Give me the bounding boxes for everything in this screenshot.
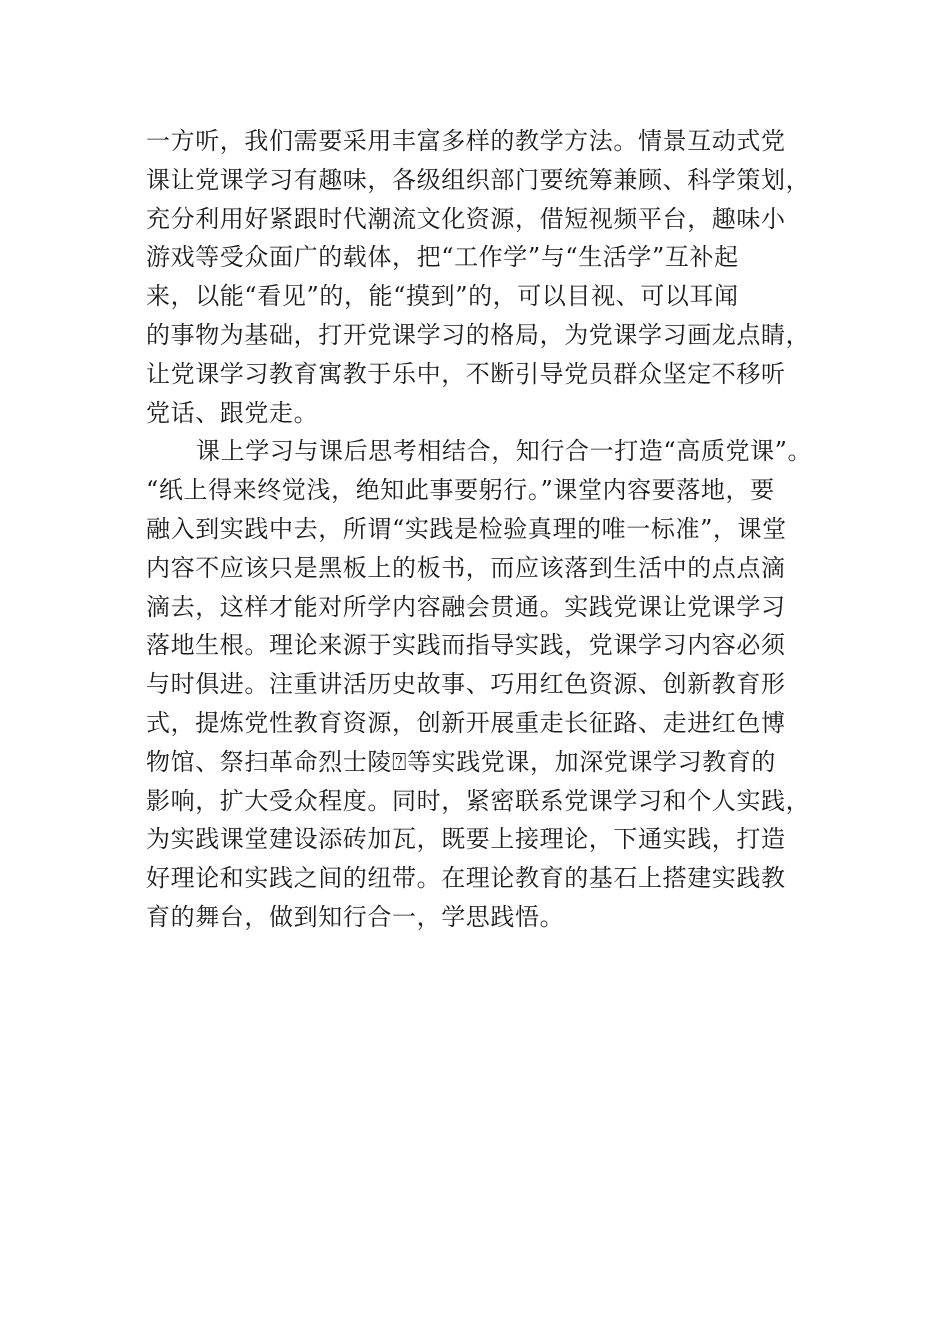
text-line: 落地生根。理论来源于实践而指导实践，党课学习内容必须 xyxy=(146,631,786,660)
body-text xyxy=(146,122,826,937)
text-line: 育的舞台，做到知行合一，学思践悟。 xyxy=(146,902,565,931)
text-line: 物馆、祭扫革命烈士陵⍰等实践党课，加深党课学习教育的 xyxy=(146,747,776,776)
paragraph-start-line: 课上学习与课后思考相结合，知行合一打造“高质党课”。 xyxy=(196,437,813,466)
text-line: 影响，扩大受众程度。同时，紧密联系党课学习和个人实践， xyxy=(146,786,811,815)
text-line: 充分利用好紧跟时代潮流文化资源，借短视频平台，趣味小 xyxy=(146,204,786,233)
text-line: 为实践课堂建设添砖加瓦，既要上接理论，下通实践，打造 xyxy=(146,825,786,854)
text-line: 融入到实践中去，所谓“实践是检验真理的唯一标准”，课堂 xyxy=(146,514,787,543)
text-line: 的事物为基础，打开党课学习的格局，为党课学习画龙点睛， xyxy=(146,320,811,349)
text-line: 游戏等受众面广的载体，把“工作学”与“生活学”互补起 xyxy=(146,243,739,272)
text-line: 来，以能“看见”的，能“摸到”的，可以目视、可以耳闻 xyxy=(146,282,739,311)
text-line: 好理论和实践之间的纽带。在理论教育的基石上搭建实践教 xyxy=(146,864,786,893)
text-line: 党话、跟党走。 xyxy=(146,398,319,427)
text-line: 让党课学习教育寓教于乐中，不断引导党员群众坚定不移听 xyxy=(146,359,786,388)
text-line: 内容不应该只是黑板上的板书，而应该落到生活中的点点滴 xyxy=(146,553,786,582)
text-line: 与时俱进。注重讲活历史故事、巧用红色资源、创新教育形 xyxy=(146,670,786,699)
text-line: 一方听，我们需要采用丰富多样的教学方法。情景互动式党 xyxy=(146,127,786,155)
text-line: “纸上得来终觉浅，绝知此事要躬行。”课堂内容要落地，要 xyxy=(146,476,775,505)
text-line: 滴去，这样才能对所学内容融会贯通。实践党课让党课学习 xyxy=(146,592,786,621)
text-line: 式，提炼党性教育资源，创新开展重走长征路、走进红色博 xyxy=(146,708,786,737)
text-line: 课让党课学习有趣味，各级组织部门要统筹兼顾、科学策划， xyxy=(146,165,811,194)
